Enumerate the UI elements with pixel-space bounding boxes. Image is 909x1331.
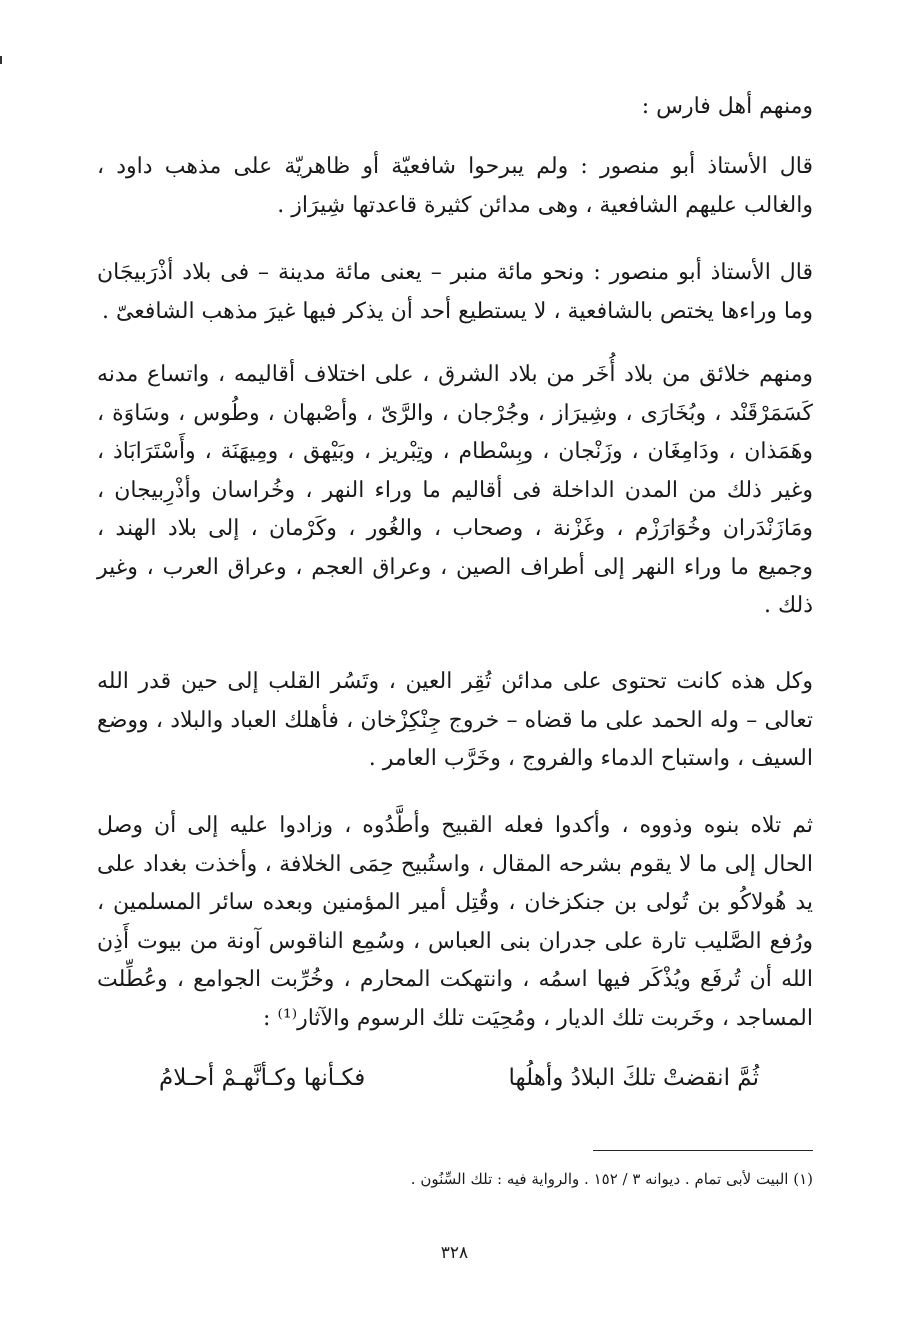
verse-first-hemistich: ثُمَّ انقضتْ تلكَ البلادُ وأهلُها: [508, 1065, 759, 1091]
paragraph-2: قال الأستاذ أبو منصور : ونحو مائة منبر – يعنى مائة مدينة – فى بلاد أذْرَبيجَان وما وراءها يختص بالشافعية ، لا يستطيع أحد أن يذكر فيها غيرَ مذهب الشافعىّ .: [97, 260, 813, 324]
verse-second-hemistich: فكـأنها وكـأنَّهـمْ أحـلامُ: [159, 1065, 366, 1091]
paragraph-4: وكل هذه كانت تحتوى على مدائن تُقِر العين ، وتَسُر القلب إلى حين قدر الله تعالى – وله الحمد على ما قضاه – خروج جِنْكِزْخان ، فأهلك العباد والبلاد ، ووضع السيف ، واستباح الدماء والفروج ، وخَرَّب العامر .: [97, 669, 813, 771]
page-number: ٣٢٨: [440, 1243, 469, 1263]
paragraph-3: ومنهم خلائق من بلاد أُخَر من بلاد الشرق ، على اختلاف أقاليمه ، واتساع مدنه كَسَمَرْقَنْد ، وبُخَارَى ، وشِيرَاز ، وجُرْجان ، والرَّىّ ، وأصْبهان ، وطُوس ، وسَاوَة ، وهَمَذان ، ودَامِغَان ، وزَنْجان ، وبِسْطام ، وتِبْريز ، وبَيْهق ، ومِيهَنَة ، وأَسْتَرَابَاذ ، وغير ذلك من المدن الداخلة فى أقاليم ما وراء النهر ، وخُراسان وأذْرِبيجان ، ومَازَنْدَران وخُوَارَزْم ، وغَزْنة ، وصحاب ، والغُور ، وكَرْمان ، إلى بلاد الهند ، وجميع ما وراء النهر إلى أطراف الصين ، وعراق العجم ، وعراق العرب ، وغير ذلك .: [97, 362, 813, 618]
section-heading: ومنهم أهل فارس :: [641, 94, 813, 119]
footnote: (١) البيت لأبى تمام . ديوانه ٣ / ١٥٢ . والرواية فيه : تلك السِّنُون .: [410, 1170, 813, 1188]
scan-edge-mark: [0, 56, 2, 64]
paragraph-5: ثم تلاه بنوه وذووه ، وأكدوا فعله القبيح وأطَّدُوه ، وزادوا عليه إلى أن وصل الحال إلى ما لا يقوم بشرحه المقال ، واستُبيح حِمَى الخلافة ، وأخذت بغداد على يد هُولاكُو بن تُولى بن جنكزخان ، وقُتِل أمير المؤمنين وبعده سائر المسلمين ، ورُفع الصَّليب تارة على جدران بنى العباس ، وسُمِع الناقوس آونة من بيوت أَذِن الله أن تُرفَع ويُذْكَر فيها اسمُه ، وانتهكت المحارم ، وخُرِّبت الجوامع ، وعُطِّلت المساجد ، وخَربت تلك الديار ، ومُحِيَت تلك الرسوم والآثار⁽¹⁾ :: [97, 813, 813, 1031]
footnote-divider: [593, 1150, 813, 1151]
poetry-verse: [159, 1058, 759, 1098]
paragraph-1: قال الأستاذ أبو منصور : ولم يبرحوا شافعيّة أو ظاهريّة على مذهب داود ، والغالب عليهم الشافعية ، وهى مدائن كثيرة قاعدتها شِيرَاز .: [97, 154, 813, 218]
